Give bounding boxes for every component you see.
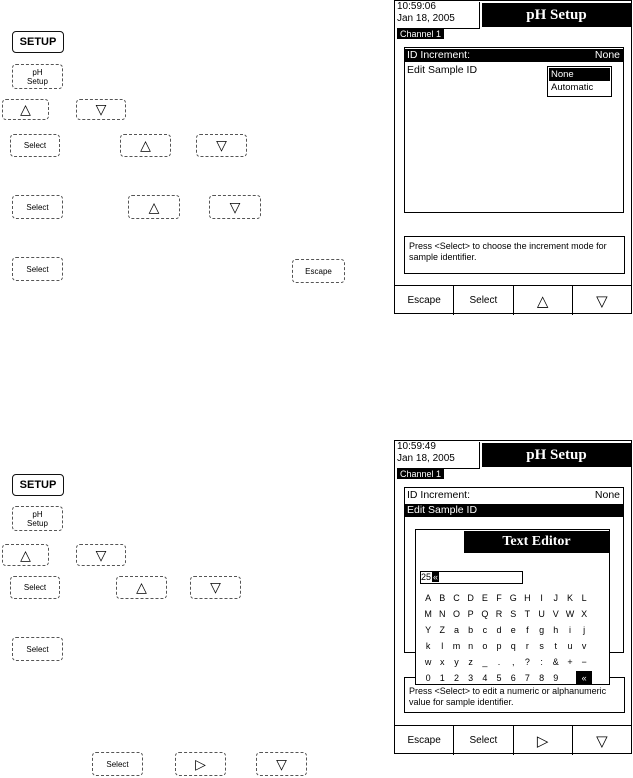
dropdown-option-automatic[interactable]: Automatic [551,82,594,93]
keyboard-char-key[interactable]: x [440,657,445,667]
header-date: Jan 18, 2005 [397,453,455,464]
softkey-bar [395,285,631,315]
keyboard-char-key[interactable]: R [495,609,503,619]
keyboard-char-key[interactable]: L [581,593,587,603]
keyboard-char-key[interactable]: J [553,593,559,603]
keyboard-char-key[interactable]: V [552,609,559,619]
select-key[interactable]: Select [10,576,60,599]
select-key[interactable]: Select [12,637,63,661]
keyboard-char-key[interactable]: 8 [539,673,545,683]
keyboard-char-key[interactable]: a [453,625,459,635]
keyboard-char-key[interactable]: G [509,593,517,603]
backspace-key[interactable]: « [577,672,591,684]
keyboard-char-key[interactable]: M [424,609,432,619]
keyboard-char-key[interactable]: C [453,593,460,603]
up-arrow-key[interactable]: △ [2,99,49,120]
keyboard-char-key[interactable]: n [468,641,474,651]
screen-title: pH Setup [482,3,631,27]
keyboard-char-key[interactable]: d [496,625,502,635]
keyboard-char-key[interactable]: P [467,609,474,619]
softkey-down[interactable]: ▽ [572,286,631,315]
keyboard-char-key[interactable]: U [538,609,545,619]
keyboard-char-key[interactable]: N [439,609,446,619]
right-arrow-key[interactable]: ▷ [175,752,226,776]
keyboard-char-key[interactable]: A [425,593,432,603]
keyboard-char-key[interactable]: & [552,657,559,667]
header-date: Jan 18, 2005 [397,13,455,24]
header-time: 10:59:06 [397,1,436,12]
keyboard-char-key[interactable]: B [439,593,446,603]
keyboard-char-key[interactable]: 3 [468,673,474,683]
select-key[interactable]: Select [10,134,60,157]
keyboard-char-key[interactable]: Z [439,625,446,635]
device-screen-ph-setup [394,0,632,314]
menu-item-label: ID Increment: [407,49,471,61]
keyboard-char-key[interactable]: 6 [510,673,516,683]
select-key[interactable]: Select [92,752,143,776]
keyboard-char-key[interactable]: r [525,641,529,651]
keyboard-char-key[interactable]: : [540,657,543,667]
softkey-select[interactable]: Select [453,726,512,755]
setup-key[interactable]: SETUP [12,474,64,496]
up-arrow-key[interactable]: △ [2,544,49,566]
keyboard-char-key[interactable]: . [497,657,501,667]
keyboard-char-key[interactable]: z [468,657,473,667]
keyboard-char-key[interactable]: i [568,625,571,635]
up-arrow-key[interactable]: △ [120,134,171,157]
keyboard-char-key[interactable]: Q [481,609,489,619]
text-editor-input[interactable] [420,571,523,584]
keyboard-char-key[interactable]: 7 [524,673,530,683]
header-timestamp [397,2,480,29]
keyboard-char-key[interactable]: c [482,625,488,635]
menu-item-id-increment[interactable] [405,49,623,62]
keyboard-char-key[interactable]: e [510,625,516,635]
menu-item-value: None [594,489,620,501]
keyboard-char-key[interactable]: s [539,641,544,651]
keyboard-char-key[interactable]: g [539,625,545,635]
character-keyboard [421,592,591,684]
keyboard-char-key[interactable]: q [510,641,516,651]
keyboard-char-key[interactable]: T [524,609,531,619]
keyboard-char-key[interactable]: Y [425,625,432,635]
text-editor-value: 25 [421,572,432,582]
menu-item-label: Edit Sample ID [407,64,478,76]
keyboard-char-key[interactable]: o [482,641,488,651]
text-cursor: « [433,572,439,582]
keyboard-char-key[interactable]: , [511,657,515,667]
device-screen-text-editor [394,440,632,754]
keyboard-char-key[interactable]: X [581,609,588,619]
softkey-escape[interactable]: Escape [407,735,441,746]
keyboard-char-key[interactable]: 0 [425,673,431,683]
ph-setup-key[interactable]: pH Setup [12,506,63,531]
keyboard-char-key[interactable]: _ [482,657,488,667]
menu-item-value: None [594,49,620,61]
keyboard-char-key[interactable]: 2 [453,673,459,683]
keyboard-char-key[interactable]: j [583,625,586,635]
down-arrow-key[interactable]: ▽ [190,576,241,599]
keyboard-char-key[interactable]: 9 [553,673,559,683]
select-key[interactable]: Select [12,195,63,219]
keyboard-char-key[interactable]: t [554,641,558,651]
help-text: Press <Select> to choose the increment mode for sample identifier. [404,236,625,274]
softkey-down[interactable]: ▽ [572,726,631,755]
keyboard-char-key[interactable] [563,672,577,684]
down-arrow-key[interactable]: ▽ [76,544,126,566]
keyboard-char-key[interactable]: w [424,657,432,667]
menu-item-edit-sample-id[interactable] [405,504,623,517]
text-editor-dialog [415,529,610,685]
keyboard-char-key[interactable]: I [540,593,543,603]
keyboard-char-key[interactable]: E [481,593,488,603]
keyboard-char-key[interactable]: l [441,641,444,651]
keyboard-char-key[interactable]: u [567,641,573,651]
down-arrow-key[interactable]: ▽ [256,752,307,776]
keyboard-char-key[interactable]: k [425,641,431,651]
softkey-escape[interactable]: Escape [407,295,441,306]
escape-key[interactable]: Escape [292,259,345,283]
keyboard-char-key[interactable]: D [467,593,474,603]
help-text: Press <Select> to edit a numeric or alphanumeric value for sample identifier. [404,677,625,713]
up-arrow-key[interactable]: △ [128,195,180,219]
keyboard-char-key[interactable]: H [524,593,531,603]
softkey-bar [395,725,631,755]
softkey-select[interactable]: Select [453,286,512,315]
screen-title: pH Setup [482,443,631,467]
keyboard-char-key[interactable]: O [452,609,460,619]
menu-item-label: Edit Sample ID [407,504,478,516]
keyboard-char-key[interactable]: 4 [482,673,488,683]
keyboard-char-key[interactable]: 5 [496,673,502,683]
menu-item-id-increment[interactable] [405,489,623,502]
keyboard-char-key[interactable]: + [567,657,573,667]
keyboard-char-key[interactable]: b [468,625,474,635]
header-time: 10:59:49 [397,441,436,452]
keyboard-char-key[interactable]: m [452,641,461,651]
keyboard-char-key[interactable]: S [510,609,517,619]
select-key[interactable]: Select [12,257,63,281]
keyboard-char-key[interactable]: 1 [439,673,445,683]
text-editor-title: Text Editor [464,531,609,553]
softkey-right[interactable]: ▷ [513,726,572,755]
keyboard-char-key[interactable]: v [581,641,587,651]
ph-setup-key[interactable]: pH Setup [12,64,63,89]
keyboard-char-key[interactable]: − [581,657,587,667]
keyboard-char-key[interactable]: p [496,641,502,651]
down-arrow-key[interactable]: ▽ [196,134,247,157]
down-arrow-key[interactable]: ▽ [209,195,261,219]
down-arrow-key[interactable]: ▽ [76,99,126,120]
keyboard-char-key[interactable]: W [565,609,575,619]
keyboard-char-key[interactable]: ? [524,657,530,667]
header-timestamp [397,442,480,469]
keyboard-char-key[interactable]: h [553,625,559,635]
setup-key[interactable]: SETUP [12,31,64,53]
dropdown-option-none[interactable]: None [549,68,610,81]
up-arrow-key[interactable]: △ [116,576,167,599]
softkey-up[interactable]: △ [513,286,572,315]
keyboard-char-key[interactable]: y [454,657,459,667]
channel-label: Channel 1 [397,469,444,479]
channel-label: Channel 1 [397,29,444,39]
keyboard-char-key[interactable]: F [496,593,502,603]
increment-mode-dropdown[interactable] [547,66,612,97]
menu-item-label: ID Increment: [407,489,471,501]
keyboard-char-key[interactable]: K [566,593,573,603]
menu-list [404,47,624,213]
keyboard-char-key[interactable]: f [526,625,529,635]
